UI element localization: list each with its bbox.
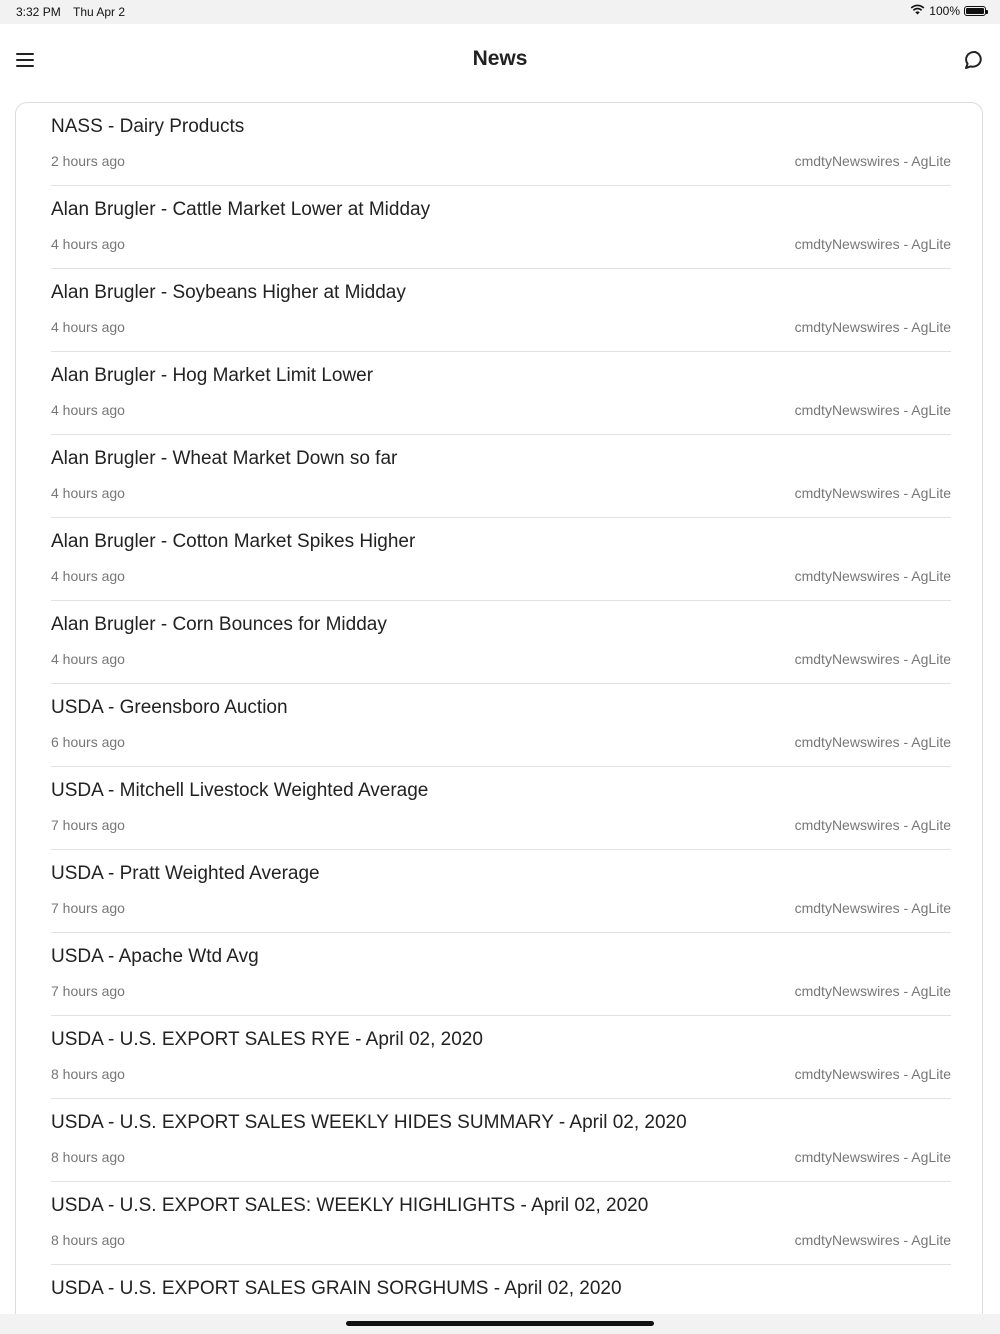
- news-item[interactable]: [51, 601, 951, 684]
- news-title: NASS - Dairy Products: [51, 116, 245, 137]
- news-item[interactable]: [51, 1265, 951, 1314]
- news-time: 6 hours ago: [51, 734, 125, 750]
- news-title: USDA - Mitchell Livestock Weighted Average: [51, 780, 429, 801]
- wifi-icon: [910, 4, 925, 18]
- news-time: 7 hours ago: [51, 983, 125, 999]
- news-item[interactable]: [51, 269, 951, 352]
- status-indicators: [910, 4, 986, 18]
- news-title: USDA - U.S. EXPORT SALES GRAIN SORGHUMS - April 02, 2020: [51, 1278, 622, 1299]
- news-title: Alan Brugler - Wheat Market Down so far: [51, 448, 398, 469]
- news-item[interactable]: [51, 1099, 951, 1182]
- status-bar: [0, 0, 1000, 24]
- news-item[interactable]: [51, 435, 951, 518]
- news-source: cmdtyNewswires - AgLite: [794, 236, 951, 252]
- news-source: cmdtyNewswires - AgLite: [794, 1232, 951, 1248]
- news-time: 4 hours ago: [51, 319, 125, 335]
- news-time: 2 hours ago: [51, 153, 125, 169]
- news-title: Alan Brugler - Corn Bounces for Midday: [51, 614, 387, 635]
- news-item[interactable]: [51, 684, 951, 767]
- news-source: cmdtyNewswires - AgLite: [794, 817, 951, 833]
- news-list: [51, 103, 951, 1314]
- news-item[interactable]: [51, 518, 951, 601]
- battery-level: [966, 8, 984, 14]
- news-title: Alan Brugler - Soybeans Higher at Midday: [51, 282, 406, 303]
- news-content[interactable]: [0, 96, 1000, 1314]
- chat-bubble-icon[interactable]: [962, 48, 986, 72]
- news-title: Alan Brugler - Cattle Market Lower at Midday: [51, 199, 431, 220]
- news-item[interactable]: [51, 1182, 951, 1265]
- news-item[interactable]: [51, 186, 951, 269]
- home-indicator-area: [0, 1314, 1000, 1334]
- news-item[interactable]: [51, 103, 951, 186]
- news-title: USDA - Apache Wtd Avg: [51, 946, 259, 967]
- news-time: 8 hours ago: [51, 1066, 125, 1082]
- news-item[interactable]: [51, 767, 951, 850]
- news-time: 8 hours ago: [51, 1149, 125, 1165]
- news-time: 7 hours ago: [51, 900, 125, 916]
- news-time: 4 hours ago: [51, 236, 125, 252]
- news-item[interactable]: [51, 933, 951, 1016]
- news-time: 4 hours ago: [51, 485, 125, 501]
- news-source: cmdtyNewswires - AgLite: [794, 568, 951, 584]
- news-title: Alan Brugler - Cotton Market Spikes Higher: [51, 531, 416, 552]
- news-title: USDA - Greensboro Auction: [51, 697, 288, 718]
- page-title: News: [472, 47, 528, 70]
- news-title: USDA - U.S. EXPORT SALES RYE - April 02, 2020: [51, 1029, 483, 1050]
- news-title: USDA - U.S. EXPORT SALES WEEKLY HIDES SUMMARY - April 02, 2020: [51, 1112, 687, 1133]
- news-source: cmdtyNewswires - AgLite: [794, 153, 951, 169]
- news-source: cmdtyNewswires - AgLite: [794, 1066, 951, 1082]
- news-source: cmdtyNewswires - AgLite: [794, 1149, 951, 1165]
- news-source: cmdtyNewswires - AgLite: [794, 900, 951, 916]
- news-source: cmdtyNewswires - AgLite: [794, 485, 951, 501]
- news-source: cmdtyNewswires - AgLite: [794, 983, 951, 999]
- news-source: cmdtyNewswires - AgLite: [794, 319, 951, 335]
- status-time: 3:32 PM: [16, 5, 61, 19]
- news-time: 4 hours ago: [51, 651, 125, 667]
- news-source: cmdtyNewswires - AgLite: [794, 402, 951, 418]
- news-item[interactable]: [51, 1016, 951, 1099]
- news-source: cmdtyNewswires - AgLite: [794, 734, 951, 750]
- news-title: USDA - Pratt Weighted Average: [51, 863, 320, 884]
- news-time: 4 hours ago: [51, 568, 125, 584]
- navigation-bar: [0, 24, 1000, 96]
- news-title: Alan Brugler - Hog Market Limit Lower: [51, 365, 374, 386]
- home-indicator[interactable]: [346, 1321, 654, 1326]
- news-source: cmdtyNewswires - AgLite: [794, 651, 951, 667]
- news-title: USDA - U.S. EXPORT SALES: WEEKLY HIGHLIGHTS - April 02, 2020: [51, 1195, 649, 1216]
- battery-icon: [964, 6, 986, 16]
- battery-percent: 100%: [929, 4, 960, 18]
- news-time: 7 hours ago: [51, 817, 125, 833]
- news-item[interactable]: [51, 850, 951, 933]
- news-time: 4 hours ago: [51, 402, 125, 418]
- news-item[interactable]: [51, 352, 951, 435]
- status-date: Thu Apr 2: [73, 5, 126, 19]
- news-card: [15, 102, 983, 1314]
- news-time: 8 hours ago: [51, 1232, 125, 1248]
